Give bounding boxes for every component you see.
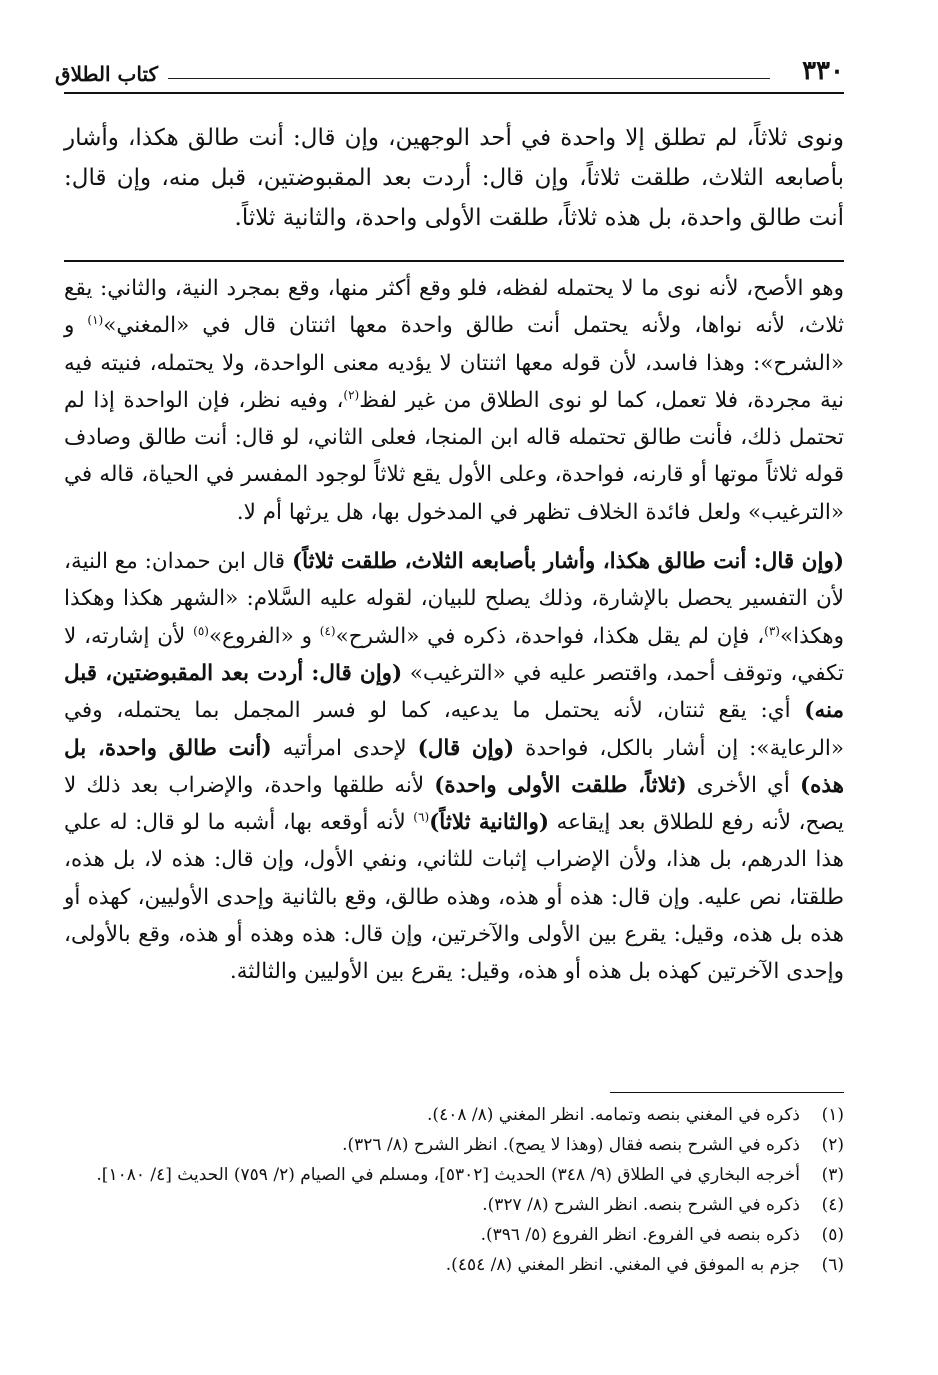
footnote-ref-6[interactable]: (٦)	[413, 810, 430, 824]
header-leader-line	[168, 78, 770, 79]
commentary-text: و «الشرح»: وهذا فاسد، لأن قوله معها اثنتان لا يؤديه معنى الواحدة، ولا يحتمله، فنيته فيه نية مجردة، فلا تعمل، كما لو نوى الطلاق من غير لفظ	[64, 313, 844, 413]
sharh-commentary	[64, 270, 844, 991]
footnote-item	[74, 1160, 844, 1190]
commentary-text: و «الفروع»	[208, 623, 320, 649]
page-number: ٣٣٠	[802, 56, 844, 86]
matn-sharh-separator	[64, 260, 844, 262]
footnote-separator	[610, 1092, 844, 1093]
footnote-number: (٦)	[821, 1255, 844, 1275]
footnote-text: جزم به الموفق في المغني. انظر المغني (٨/ ٤٥٤).	[445, 1255, 800, 1275]
footnote-ref-4[interactable]: (٤)	[319, 623, 336, 638]
footnote-text: ذكره بنصه في الفروع. انظر الفروع (٥/ ٣٩٦).	[480, 1225, 800, 1245]
matn-quote: (وإن قال: أردت بعد المقبوضتين، قبل منه)	[64, 660, 844, 724]
commentary-paragraph-2	[64, 543, 844, 991]
footnote-number: (٥)	[821, 1225, 844, 1245]
footnote-ref-1[interactable]: (١)	[87, 313, 104, 328]
footnote-item	[74, 1250, 844, 1280]
footnote-text: أخرجه البخاري في الطلاق (٩/ ٣٤٨) الحديث [٥٣٠٢]، ومسلم في الصيام (٢/ ٧٥٩) الحديث [٤/ ١٠٨٠].	[96, 1165, 800, 1185]
footnote-item	[74, 1220, 844, 1250]
commentary-text: لأنه أوقعه بها، أشبه ما لو قال: له علي هذا الدرهم، بل هذا، ولأن الإضراب إثبات للثاني، ونفي الأول، وإن قال: هذه لا، بل هذه، طلقتا، نص عليه. وإن قال: هذه أو هذه، وهذه طالق، وقع بالثانية وإحدى الأوليين، كهذه أو هذه بل هذه، وقيل: يقرع بين الأولى والآخرتين، وإن قال: هذه وهذه أو هذه، وقع بالأولى، وإحدى الآخرتين كهذه بل هذه أو هذه، وقيل: يقرع بين الأوليين والثالثة.	[64, 810, 844, 985]
commentary-text: أي: يقع ثنتان، لأنه يحتمل ما يدعيه، كما لو فسر المجمل بما يحتمله، وفي «الرعاية»: إن أشار بالكل، فواحدة	[64, 698, 844, 761]
commentary-text: قال ابن حمدان: مع النية، لأن التفسير يحصل بالإشارة، وذلك يصلح للبيان، لقوله عليه السَّلام: «الشهر هكذا وهكذا وهكذا»	[64, 549, 844, 649]
page-header	[55, 56, 844, 92]
footnote-text: ذكره في الشرح بنصه فقال (وهذا لا يصح). انظر الشرح (٨/ ٣٢٦).	[342, 1135, 800, 1155]
matn-quote: (والثانية ثلاثاً)	[429, 810, 549, 836]
footnote-item	[74, 1130, 844, 1160]
footnotes-section	[74, 1100, 844, 1280]
footnote-ref-5[interactable]: (٥)	[193, 623, 209, 638]
footnote-number: (٤)	[821, 1195, 844, 1215]
matn-paragraph: ونوى ثلاثاً، لم تطلق إلا واحدة في أحد الوجهين، وإن قال: أنت طالق هكذا، وأشار بأصابعه الثلاث، طلقت ثلاثاً، وإن قال: أردت بعد المقبوضتين، قبل منه، وإن قال: أنت طالق واحدة، بل هذه ثلاثاً، طلقت الأولى واحدة، والثانية ثلاثاً.	[64, 125, 844, 231]
commentary-text: وهو الأصح، لأنه نوى ما لا يحتمله لفظه، فلو وقع أكثر منها، وقع بمجرد النية، والثاني: يقع ثلاث، لأنه نواها، ولأنه يحتمل أنت طالق واحدة معها اثنتان قال في «المغني»	[64, 276, 845, 339]
commentary-text: لأن إشارته، لا تكفي، وتوقف أحمد، واقتصر عليه في «الترغيب»	[64, 623, 844, 686]
commentary-text: لأنه طلقها واحدة، والإضراب بعد ذلك لا يصح، لأنه رفع للطلاق بعد إيقاعه	[64, 772, 845, 836]
footnote-number: (١)	[821, 1105, 844, 1125]
matn-quote: (وإن قال)	[417, 735, 515, 761]
footnote-number: (٣)	[821, 1165, 844, 1185]
matn-quote: (وإن قال: أنت طالق هكذا، وأشار بأصابعه الثلاث، طلقت ثلاثاً)	[291, 549, 844, 575]
commentary-text: ، فإن لم يقل هكذا، فواحدة، ذكره في «الشرح»	[335, 623, 765, 649]
header-rule	[64, 92, 844, 94]
footnote-item	[74, 1100, 844, 1130]
footnote-item	[74, 1190, 844, 1220]
matn-quote: (أنت طالق واحدة، بل هذه)	[64, 735, 844, 798]
chapter-title: كتاب الطلاق	[55, 62, 158, 86]
commentary-text: أي الأخرى	[686, 772, 800, 798]
commentary-paragraph-1	[64, 270, 844, 531]
footnote-number: (٢)	[821, 1135, 844, 1155]
matn-text-block	[64, 118, 844, 238]
footnote-ref-2[interactable]: (٢)	[343, 387, 360, 402]
commentary-text: لإحدى امرأتيه	[271, 735, 418, 761]
footnote-ref-3[interactable]: (٣)	[764, 623, 780, 638]
footnote-text: ذكره في المغني بنصه وتمامه. انظر المغني (٨/ ٤٠٨).	[427, 1105, 800, 1125]
footnote-text: ذكره في الشرح بنصه. انظر الشرح (٨/ ٣٢٧).	[482, 1195, 800, 1215]
commentary-text: ، وفيه نظر، فإن الواحدة إذا لم تحتمل ذلك، فأنت طالق تحتمله قاله ابن المنجا، فعلى الثاني، لو قال: أنت طالق وصادف قوله ثلاثاً موتها أو قارنه، فواحدة، وعلى الأول يقع ثلاثاً لوجود المفسر في الحياة، قاله في «الترغيب» ولعل فائدة الخلاف تظهر في المدخول بها، هل يرثها أم لا.	[64, 387, 844, 525]
matn-quote: (ثلاثاً، طلقت الأولى واحدة)	[434, 772, 687, 798]
